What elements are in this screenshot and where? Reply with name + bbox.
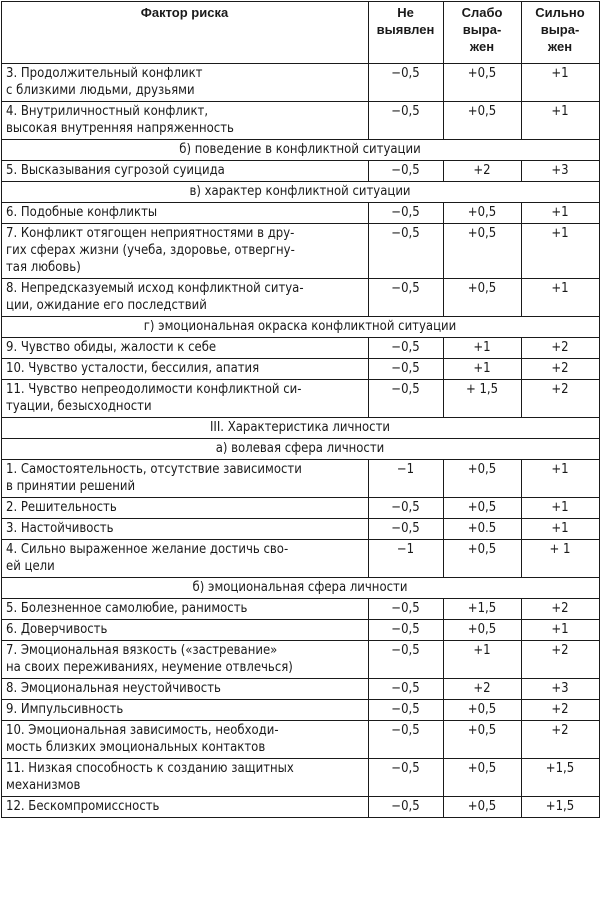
table-row xyxy=(2,700,600,721)
factor-cell: 5. Болезненное самолюбие, ранимость xyxy=(2,599,369,620)
strong-cell: +1,5 xyxy=(522,797,600,818)
not-detected-cell: −0,5 xyxy=(369,64,444,102)
factor-cell: 6. Подобные конфликты xyxy=(2,203,369,224)
strong-cell: +2 xyxy=(522,338,600,359)
table-row xyxy=(2,64,600,102)
weak-cell: +0,5 xyxy=(444,460,522,498)
not-detected-cell: −0,5 xyxy=(369,380,444,418)
strong-cell: +3 xyxy=(522,161,600,182)
factor-cell: 5. Высказывания сугрозой суицида xyxy=(2,161,369,182)
weak-cell: +0,5 xyxy=(444,102,522,140)
factor-cell: 1. Самостоятельность, отсутствие зависимости в принятии решений xyxy=(2,460,369,498)
weak-cell: +0,5 xyxy=(444,498,522,519)
weak-cell: +0,5 xyxy=(444,540,522,578)
weak-cell: +1 xyxy=(444,359,522,380)
not-detected-cell: −0,5 xyxy=(369,224,444,279)
not-detected-cell: −0,5 xyxy=(369,599,444,620)
strong-cell: +2 xyxy=(522,700,600,721)
factor-cell: 4. Сильно выраженное желание достичь сво- ей цели xyxy=(2,540,369,578)
not-detected-cell: −0,5 xyxy=(369,338,444,359)
strong-cell: + 1 xyxy=(522,540,600,578)
weak-cell: +1 xyxy=(444,338,522,359)
section-heading: в) характер конфликтной ситуации xyxy=(2,182,600,203)
table-row xyxy=(2,203,600,224)
not-detected-cell: −0,5 xyxy=(369,102,444,140)
section-row xyxy=(2,418,600,439)
section-row xyxy=(2,578,600,599)
factor-cell: 8. Непредсказуемый исход конфликтной ситуа- ции, ожидание его последствий xyxy=(2,279,369,317)
factor-cell: 11. Низкая способность к созданию защитных механизмов xyxy=(2,759,369,797)
strong-cell: +1 xyxy=(522,498,600,519)
not-detected-cell: −0,5 xyxy=(369,519,444,540)
strong-cell: +2 xyxy=(522,380,600,418)
not-detected-cell: −0,5 xyxy=(369,641,444,679)
table-row xyxy=(2,759,600,797)
strong-cell: +1 xyxy=(522,102,600,140)
factor-cell: 7. Эмоциональная вязкость («застревание» на своих переживаниях, неумение отвлечься) xyxy=(2,641,369,679)
section-row xyxy=(2,182,600,203)
strong-cell: +1 xyxy=(522,203,600,224)
table-row xyxy=(2,599,600,620)
factor-cell: 3. Продолжительный конфликт с близкими людьми, друзьями xyxy=(2,64,369,102)
weak-cell: +0,5 xyxy=(444,203,522,224)
table-row xyxy=(2,519,600,540)
factor-cell: 9. Импульсивность xyxy=(2,700,369,721)
weak-cell: +0,5 xyxy=(444,279,522,317)
table-row xyxy=(2,102,600,140)
strong-cell: +1 xyxy=(522,460,600,498)
section-heading: б) эмоциональная сфера личности xyxy=(2,578,600,599)
weak-cell: +0,5 xyxy=(444,224,522,279)
section-row xyxy=(2,140,600,161)
table-header-row xyxy=(2,2,600,64)
weak-cell: +1,5 xyxy=(444,599,522,620)
weak-cell: +0.5 xyxy=(444,519,522,540)
weak-cell: +0,5 xyxy=(444,700,522,721)
strong-cell: +1 xyxy=(522,224,600,279)
table-row xyxy=(2,161,600,182)
factor-cell: 12. Бескомпромиссность xyxy=(2,797,369,818)
factor-cell: 6. Доверчивость xyxy=(2,620,369,641)
factor-cell: 8. Эмоциональная неустойчивость xyxy=(2,679,369,700)
factor-cell: 10. Эмоциональная зависимость, необходи- мость близких эмоциональных контактов xyxy=(2,721,369,759)
table-row xyxy=(2,620,600,641)
section-row xyxy=(2,439,600,460)
not-detected-cell: −0,5 xyxy=(369,797,444,818)
table-row xyxy=(2,679,600,700)
section-heading: б) поведение в конфликтной ситуации xyxy=(2,140,600,161)
table-row xyxy=(2,279,600,317)
weak-cell: +1 xyxy=(444,641,522,679)
not-detected-cell: −0,5 xyxy=(369,721,444,759)
factor-cell: 2. Решительность xyxy=(2,498,369,519)
not-detected-cell: −0,5 xyxy=(369,620,444,641)
risk-factor-table xyxy=(1,1,600,818)
weak-cell: +2 xyxy=(444,161,522,182)
weak-cell: +0,5 xyxy=(444,759,522,797)
strong-cell: +1 xyxy=(522,64,600,102)
strong-cell: +1,5 xyxy=(522,759,600,797)
strong-cell: +1 xyxy=(522,279,600,317)
not-detected-cell: −1 xyxy=(369,540,444,578)
weak-cell: +2 xyxy=(444,679,522,700)
strong-cell: +2 xyxy=(522,721,600,759)
not-detected-cell: −0,5 xyxy=(369,498,444,519)
table-row xyxy=(2,498,600,519)
section-heading: г) эмоциональная окраска конфликтной ситуации xyxy=(2,317,600,338)
section-heading: III. Характеристика личности xyxy=(2,418,600,439)
table-row xyxy=(2,641,600,679)
weak-cell: +0,5 xyxy=(444,797,522,818)
weak-cell: +0,5 xyxy=(444,64,522,102)
table-row xyxy=(2,224,600,279)
table-row xyxy=(2,721,600,759)
strong-cell: +1 xyxy=(522,620,600,641)
strong-cell: +3 xyxy=(522,679,600,700)
header-strongly-expressed: Сильно выра- жен xyxy=(522,2,600,64)
table-body xyxy=(2,64,600,818)
factor-cell: 3. Настойчивость xyxy=(2,519,369,540)
table-row xyxy=(2,540,600,578)
not-detected-cell: −1 xyxy=(369,460,444,498)
table-row xyxy=(2,460,600,498)
section-heading: а) волевая сфера личности xyxy=(2,439,600,460)
header-weakly-expressed: Слабо выра- жен xyxy=(444,2,522,64)
table-row xyxy=(2,380,600,418)
strong-cell: +2 xyxy=(522,599,600,620)
table-row xyxy=(2,338,600,359)
table-row xyxy=(2,797,600,818)
table-row xyxy=(2,359,600,380)
section-row xyxy=(2,317,600,338)
strong-cell: +2 xyxy=(522,359,600,380)
weak-cell: +0,5 xyxy=(444,721,522,759)
factor-cell: 11. Чувство непреодолимости конфликтной си- туации, безысходности xyxy=(2,380,369,418)
weak-cell: + 1,5 xyxy=(444,380,522,418)
factor-cell: 10. Чувство усталости, бессилия, апатия xyxy=(2,359,369,380)
not-detected-cell: −0,5 xyxy=(369,161,444,182)
strong-cell: +2 xyxy=(522,641,600,679)
not-detected-cell: −0,5 xyxy=(369,359,444,380)
header-not-detected: Не выявлен xyxy=(369,2,444,64)
factor-cell: 4. Внутриличностный конфликт, высокая внутренняя напряженность xyxy=(2,102,369,140)
factor-cell: 7. Конфликт отягощен неприятностями в дру- гих сферах жизни (учеба, здоровье, отвергну- тая любовь) xyxy=(2,224,369,279)
not-detected-cell: −0,5 xyxy=(369,759,444,797)
not-detected-cell: −0,5 xyxy=(369,203,444,224)
weak-cell: +0,5 xyxy=(444,620,522,641)
not-detected-cell: −0,5 xyxy=(369,700,444,721)
factor-cell: 9. Чувство обиды, жалости к себе xyxy=(2,338,369,359)
header-factor: Фактор риска xyxy=(2,2,369,64)
strong-cell: +1 xyxy=(522,519,600,540)
not-detected-cell: −0,5 xyxy=(369,679,444,700)
not-detected-cell: −0,5 xyxy=(369,279,444,317)
